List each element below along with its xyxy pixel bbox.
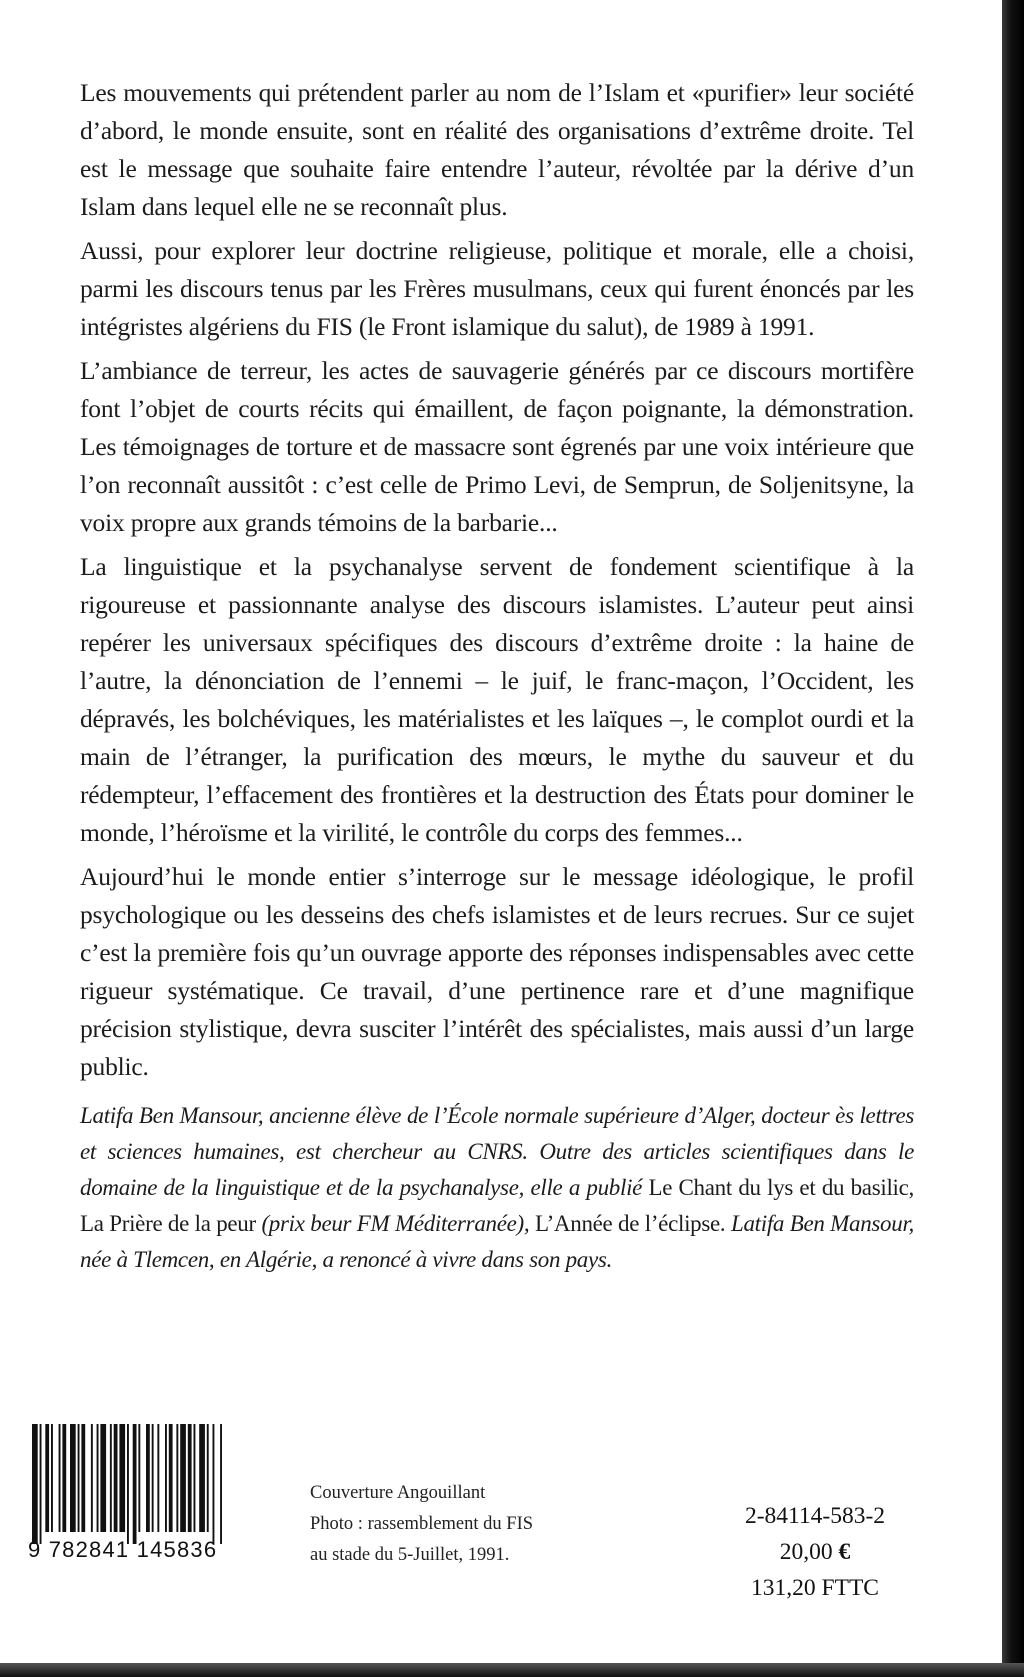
bio-part-1: Latifa Ben Mansour, ancienne élève de l’École normale supérieure d’Alger, docteur ès lettres et sciences humaines, est chercheur au CNRS. Outre des articles scientifiques dans le domaine de la linguistique et de la psychanalyse, elle a publié [80, 1103, 914, 1200]
bio-title-1: Le Chant du lys et du basilic, La Prière de la peur [80, 1175, 914, 1236]
barcode-bar [78, 1424, 80, 1532]
back-cover-blurb [80, 74, 914, 1092]
barcode-bar [32, 1424, 38, 1544]
barcode-bar [59, 1424, 61, 1532]
bio-part-2: (prix beur FM Méditerranée), [261, 1211, 530, 1236]
barcode-bar [146, 1424, 150, 1532]
price-euro-value: 20,00 [779, 1539, 833, 1565]
barcode-bar [97, 1424, 99, 1532]
blurb-paragraph-1: Les mouvements qui prétendent parler au nom de l’Islam et «purifier» leur société d’abord, le monde ensuite, sont en réalité des organisations d’extrême droite. Tel est le message que souhaite faire entendre l’auteur, révoltée par la dérive d’un Islam dans lequel elle ne se reconnaît plus. [80, 78, 914, 221]
barcode-bar [100, 1424, 106, 1532]
barcode-bar [40, 1424, 42, 1544]
barcode-bar [169, 1424, 173, 1532]
cover-credits [310, 1478, 640, 1571]
barcode-bar [180, 1424, 186, 1532]
barcode-bar [176, 1424, 178, 1532]
barcode-bar [194, 1424, 196, 1532]
barcode-bar [81, 1424, 85, 1532]
blurb-paragraph-3: L’ambiance de terreur, les actes de sauvagerie générés par ce discours mortifère font l’objet de courts récits qui émaillent, de façon poignante, la démonstration. Les témoignages de torture et de massacre sont égrenés par une voix intérieure que l’on reconnaît aussitôt : c’est celle de Primo Levi, de Semprun, de Soljenitsyne, la voix propre aux grands témoins de la barbarie... [80, 356, 914, 537]
credit-cover: Couverture Angouillant [310, 1483, 486, 1503]
barcode-graphic [22, 1424, 280, 1544]
barcode-bar [91, 1424, 93, 1532]
barcode-bar [70, 1424, 76, 1532]
barcode-bar [51, 1424, 53, 1532]
bio-part-3: Latifa Ben Mansour, née à Tlemcen, en Algérie, a renoncé à vivre dans son pays. [80, 1211, 915, 1272]
blurb-paragraph-5: Aujourd’hui le monde entier s’interroge sur le message idéologique, le profil psychologique ou les desseins des chefs islamistes et de leurs recrues. Sur ce sujet c’est la première fois qu’un ouvrage apporte des réponses indispensables avec cette rigueur systématique. Ce travail, d’une pertinence rare et d’une magnifique précision stylistique, devra susciter l’intérêt des spécialistes, mais aussi d’un large public. [80, 862, 914, 1081]
barcode-bar [157, 1424, 159, 1532]
barcode-bar [45, 1424, 49, 1532]
barcode-bar [165, 1424, 167, 1532]
barcode-bar [114, 1424, 118, 1532]
barcode-bar [199, 1424, 205, 1532]
barcode-bar [152, 1424, 154, 1532]
price-euro [690, 1534, 940, 1570]
barcode-bar [213, 1424, 215, 1544]
price-box [690, 1498, 940, 1606]
barcode-bar [127, 1424, 129, 1544]
barcode-bar [133, 1424, 137, 1544]
barcode-digits: 9 782841 145836 [28, 1537, 218, 1562]
credit-photo: Photo : rassemblement du FIS [310, 1514, 534, 1534]
barcode-bar [119, 1424, 125, 1532]
blurb-paragraph-4: La linguistique et la psychanalyse servent de fondement scientifique à la rigoureuse et passionnante analyse des discours islamistes. L’auteur peut ainsi repérer les universaux spécifiques des discours d’extrême droite : la haine de l’autre, la dénonciation de l’ennemi – le juif, le franc-maçon, l’Occident, les dépravés, les bolchéviques, les matérialistes et les laïques –, le complot ourdi et la main de l’étranger, la purification des mœurs, le mythe du sauveur et du rédempteur, l’effacement des frontières et la destruction des États pour dominer le monde, l’héroïsme et la virilité, le contrôle du corps des femmes... [80, 552, 914, 847]
euro-sign: € [838, 1539, 851, 1565]
isbn: 2-84114-583-2 [744, 1503, 886, 1529]
blurb-paragraph-2: Aussi, pour explorer leur doctrine religieuse, politique et morale, elle a choisi, parmi les discours tenus par les Frères musulmans, ceux qui furent énoncés par les intégristes algériens du FIS (le Front islamique du salut), de 1989 à 1991. [80, 236, 914, 341]
bio-title-2: L’Année de l’éclipse. [529, 1211, 726, 1236]
price-francs: 131,20 FTTC [751, 1575, 879, 1601]
barcode-bar [62, 1424, 66, 1532]
cover-edge-bottom [0, 1663, 1024, 1677]
barcode-bar [220, 1424, 222, 1544]
barcode-bar [110, 1424, 112, 1532]
barcode-bar [207, 1424, 209, 1532]
barcode-bar [138, 1424, 140, 1532]
author-bio [80, 1098, 914, 1278]
credit-photo-location: au stade du 5-Juillet, 1991. [310, 1545, 510, 1565]
barcode-bar [188, 1424, 192, 1532]
cover-edge-right [1002, 0, 1024, 1677]
